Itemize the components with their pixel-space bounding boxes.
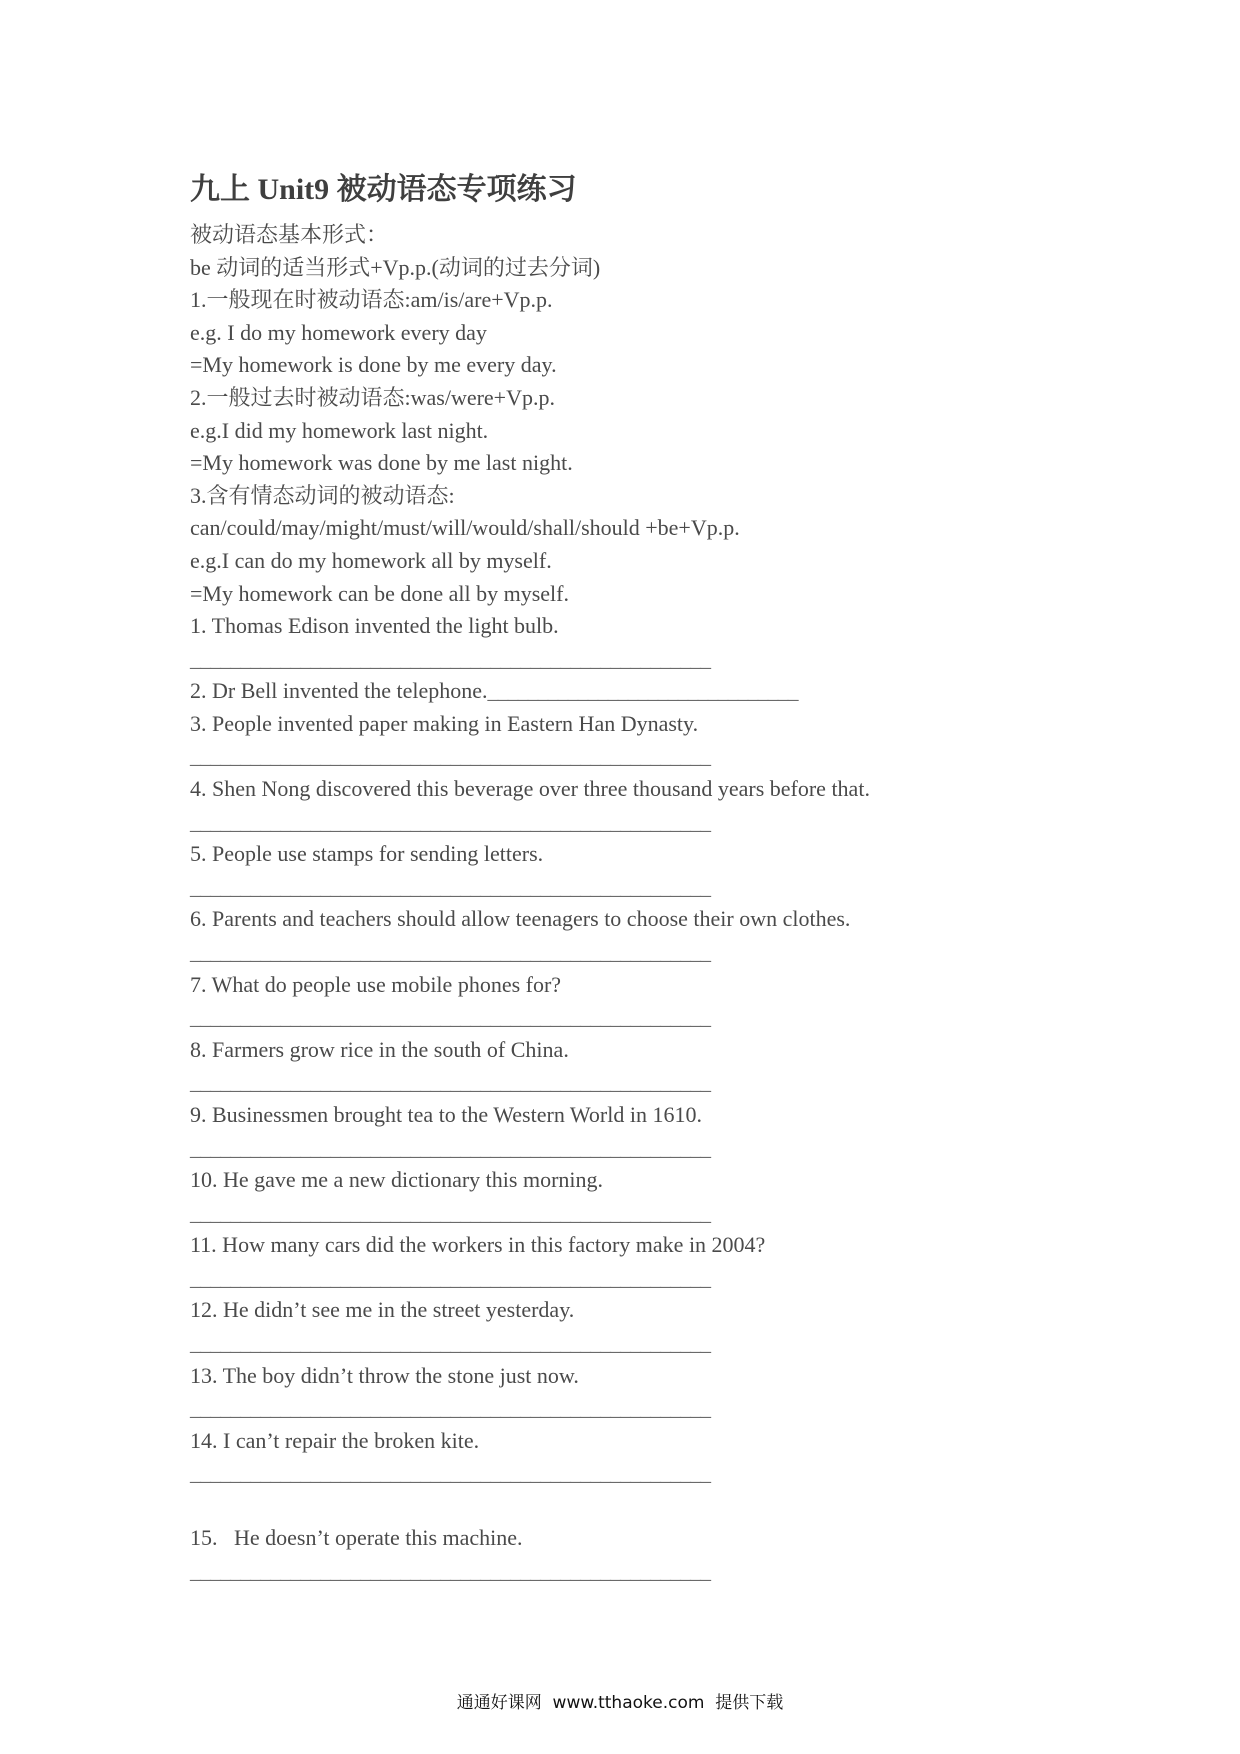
answer-blank[interactable]: ____________________________________________________ xyxy=(190,1069,710,1095)
answer-blank[interactable]: ____________________________________________________ xyxy=(190,808,710,834)
intro-line: 被动语态基本形式： xyxy=(190,222,389,247)
exercise-question-text: 2. Dr Bell invented the telephone. xyxy=(190,678,488,704)
intro-section xyxy=(190,219,740,610)
exercise-question: 5. People use stamps for sending letters. xyxy=(190,841,544,867)
exercise-item xyxy=(190,838,870,903)
intro-line: =My homework can be done all by myself. xyxy=(190,580,569,606)
exercise-item xyxy=(190,1294,870,1359)
exercise-item xyxy=(190,1522,870,1587)
intro-line: 2.一般过去时被动语态:was/were+Vp.p. xyxy=(190,384,555,410)
exercise-question xyxy=(190,675,870,708)
answer-blank[interactable]: ____________________________________________________ xyxy=(190,1330,710,1356)
exercise-question: 7. What do people use mobile phones for? xyxy=(190,971,562,997)
exercise-item xyxy=(190,1164,870,1229)
answer-blank[interactable]: _______________________________ xyxy=(487,678,798,704)
exercise-item xyxy=(190,903,870,968)
exercise-item xyxy=(190,1099,870,1164)
intro-line: can/could/may/might/must/will/would/shall/should +be+Vp.p. xyxy=(190,515,740,541)
exercise-question: 12. He didn’t see me in the street yesterday. xyxy=(190,1297,575,1323)
exercise-item xyxy=(190,1360,870,1425)
exercise-item xyxy=(190,610,870,675)
exercise-question: 3. People invented paper making in Eastern Han Dynasty. xyxy=(190,710,699,736)
intro-line: 3.含有情态动词的被动语态: xyxy=(190,482,455,508)
exercise-question: 15. He doesn’t operate this machine. xyxy=(190,1525,523,1551)
exercise-item xyxy=(190,1229,870,1294)
exercise-question: 8. Farmers grow rice in the south of China. xyxy=(190,1036,569,1062)
answer-blank[interactable]: ____________________________________________________ xyxy=(190,1460,710,1486)
exercise-item xyxy=(190,969,870,1034)
answer-blank[interactable]: ____________________________________________________ xyxy=(190,1557,710,1583)
intro-line: e.g. I do my homework every day xyxy=(190,319,487,345)
exercise-question: 1. Thomas Edison invented the light bulb. xyxy=(190,613,559,638)
intro-line: =My homework is done by me every day. xyxy=(190,352,557,378)
answer-blank[interactable]: ____________________________________________________ xyxy=(190,1199,710,1225)
intro-line: e.g.I did my homework last night. xyxy=(190,417,489,443)
intro-line: e.g.I can do my homework all by myself. xyxy=(190,547,552,573)
answer-blank[interactable]: ____________________________________________________ xyxy=(190,1395,710,1421)
exercise-question: 4. Shen Nong discovered this beverage over three thousand years before that. xyxy=(190,775,870,801)
exercise-question: 6. Parents and teachers should allow teenagers to choose their own clothes. xyxy=(190,906,851,932)
intro-line: 1.一般现在时被动语态:am/is/are+Vp.p. xyxy=(190,287,553,313)
exercise-item xyxy=(190,708,870,773)
exercise-question: 11. How many cars did the workers in this factory make in 2004? xyxy=(190,1232,766,1258)
answer-blank[interactable]: ____________________________________________________ xyxy=(190,873,710,899)
exercise-item xyxy=(190,1034,870,1099)
footer-credit: 通通好课网 www.tthaoke.com 提供下载 xyxy=(456,1693,784,1713)
exercise-item xyxy=(190,773,870,838)
answer-blank[interactable]: ____________________________________________________ xyxy=(190,938,710,964)
answer-blank[interactable]: ____________________________________________________ xyxy=(190,743,710,769)
exercise-item xyxy=(190,675,870,708)
intro-line: =My homework was done by me last night. xyxy=(190,450,573,476)
intro-line: be 动词的适当形式+Vp.p.(动词的过去分词) xyxy=(190,254,601,280)
exercise-question: 13. The boy didn’t throw the stone just now. xyxy=(190,1362,579,1388)
exercise-item xyxy=(190,1425,870,1490)
exercise-list xyxy=(190,610,870,1587)
exercise-question: 9. Businessmen brought tea to the Western World in 1610. xyxy=(190,1101,702,1127)
answer-blank[interactable]: ____________________________________________________ xyxy=(190,645,710,671)
exercise-question: 14. I can’t repair the broken kite. xyxy=(190,1427,480,1453)
answer-blank[interactable]: ____________________________________________________ xyxy=(190,1134,710,1160)
answer-blank[interactable]: ____________________________________________________ xyxy=(190,1264,710,1290)
answer-blank[interactable]: ____________________________________________________ xyxy=(190,1004,710,1030)
exercise-question: 10. He gave me a new dictionary this morning. xyxy=(190,1167,604,1193)
page-title: 九上 Unit9 被动语态专项练习 xyxy=(190,173,577,206)
